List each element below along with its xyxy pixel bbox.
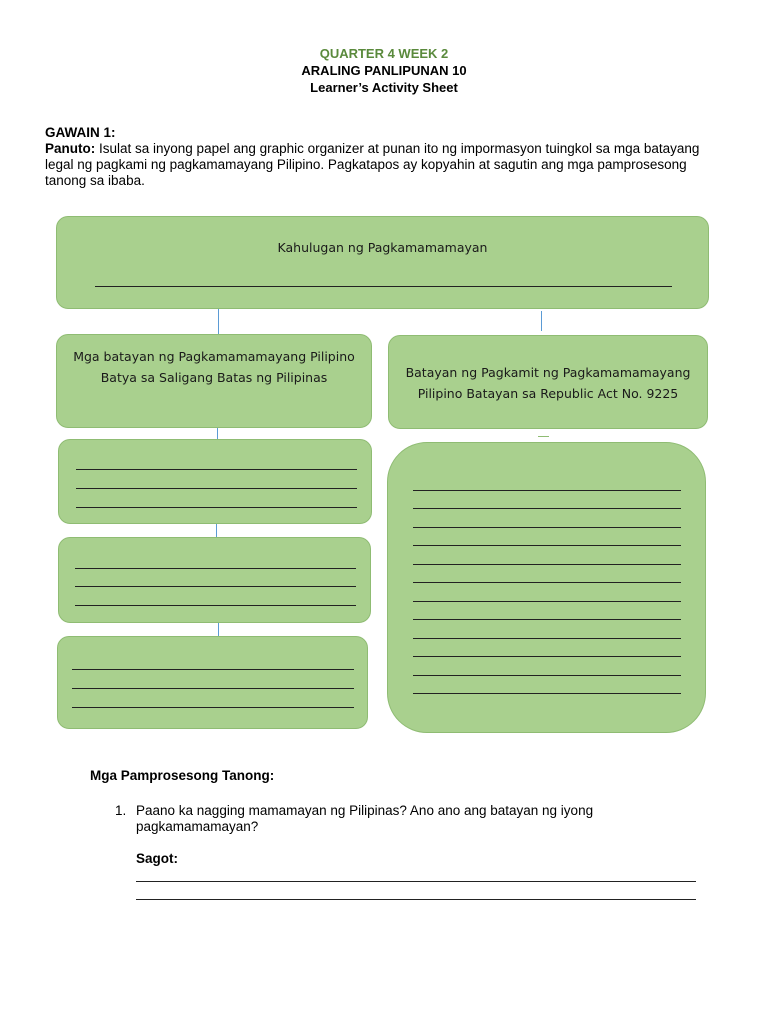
answer-line xyxy=(413,490,681,491)
answer-line xyxy=(413,619,681,620)
answer-line xyxy=(95,286,672,287)
answer-line xyxy=(413,693,681,694)
activity-instructions xyxy=(45,141,730,189)
answer-line xyxy=(75,568,356,569)
left-answer-box-2 xyxy=(58,537,371,623)
answer-line xyxy=(413,656,681,657)
question-text: Paano ka nagging mamamayan ng Pilipinas? Ano ano ang batayan ng iyong pagkamamamayan? xyxy=(136,803,594,834)
answer-line xyxy=(75,605,356,606)
answer-line xyxy=(76,507,357,508)
connector-left-2 xyxy=(216,523,217,537)
answer-line xyxy=(413,564,681,565)
definition-box xyxy=(56,216,709,309)
ra9225-basis-line1: Batayan ng Pagkamit ng Pagkamamamayang xyxy=(405,365,691,380)
constitution-basis-box xyxy=(56,334,372,428)
sheet-heading: Learner’s Activity Sheet xyxy=(310,80,458,95)
answer-line xyxy=(72,688,354,689)
definition-box-title: Kahulugan ng Pagkamamamayan xyxy=(277,240,488,255)
answer-line xyxy=(136,899,696,900)
left-answer-box-3 xyxy=(57,636,368,729)
answer-line xyxy=(413,582,681,583)
instruction-text: Isulat sa inyong papel ang graphic organizer at punan ito ng impormasyon tuingkol sa mga batayang legal ng pagkami ng pagkamamayang Pilipino. Pagkatapos ay kopyahin at sagutin ang mga pamprosesong tanong sa ibaba. xyxy=(45,141,700,188)
connector-right-dash xyxy=(538,436,549,437)
quarter-heading: QUARTER 4 WEEK 2 xyxy=(319,46,449,61)
answer-line xyxy=(413,675,681,676)
constitution-basis-line1: Mga batayan ng Pagkamamamayang Pilipino xyxy=(73,349,355,364)
questions-heading: Mga Pamprosesong Tanong: xyxy=(90,768,275,783)
ra9225-basis-box xyxy=(388,335,708,429)
answer-line xyxy=(413,638,681,639)
connector-left-3 xyxy=(218,623,219,636)
answer-line xyxy=(413,601,681,602)
answer-line xyxy=(413,527,681,528)
connector-top-right xyxy=(541,311,542,331)
answer-line xyxy=(413,508,681,509)
answer-line xyxy=(75,586,356,587)
answer-line xyxy=(136,881,696,882)
ra9225-basis-line2: Pilipino Batayan sa Republic Act No. 9225 xyxy=(417,386,679,401)
left-answer-box-1 xyxy=(58,439,372,524)
answer-line xyxy=(76,469,357,470)
answer-label: Sagot: xyxy=(136,851,178,866)
answer-line xyxy=(76,488,357,489)
answer-line xyxy=(413,545,681,546)
question-number: 1. xyxy=(115,803,127,818)
constitution-basis-line2: Batya sa Saligang Batas ng Pilipinas xyxy=(100,370,328,385)
answer-line xyxy=(72,707,354,708)
instruction-label: Panuto: xyxy=(45,141,96,156)
right-answer-box xyxy=(387,442,706,733)
connector-top-left xyxy=(218,309,219,335)
subject-heading: ARALING PANLIPUNAN 10 xyxy=(301,63,467,78)
activity-title: GAWAIN 1: xyxy=(45,125,116,140)
answer-line xyxy=(72,669,354,670)
